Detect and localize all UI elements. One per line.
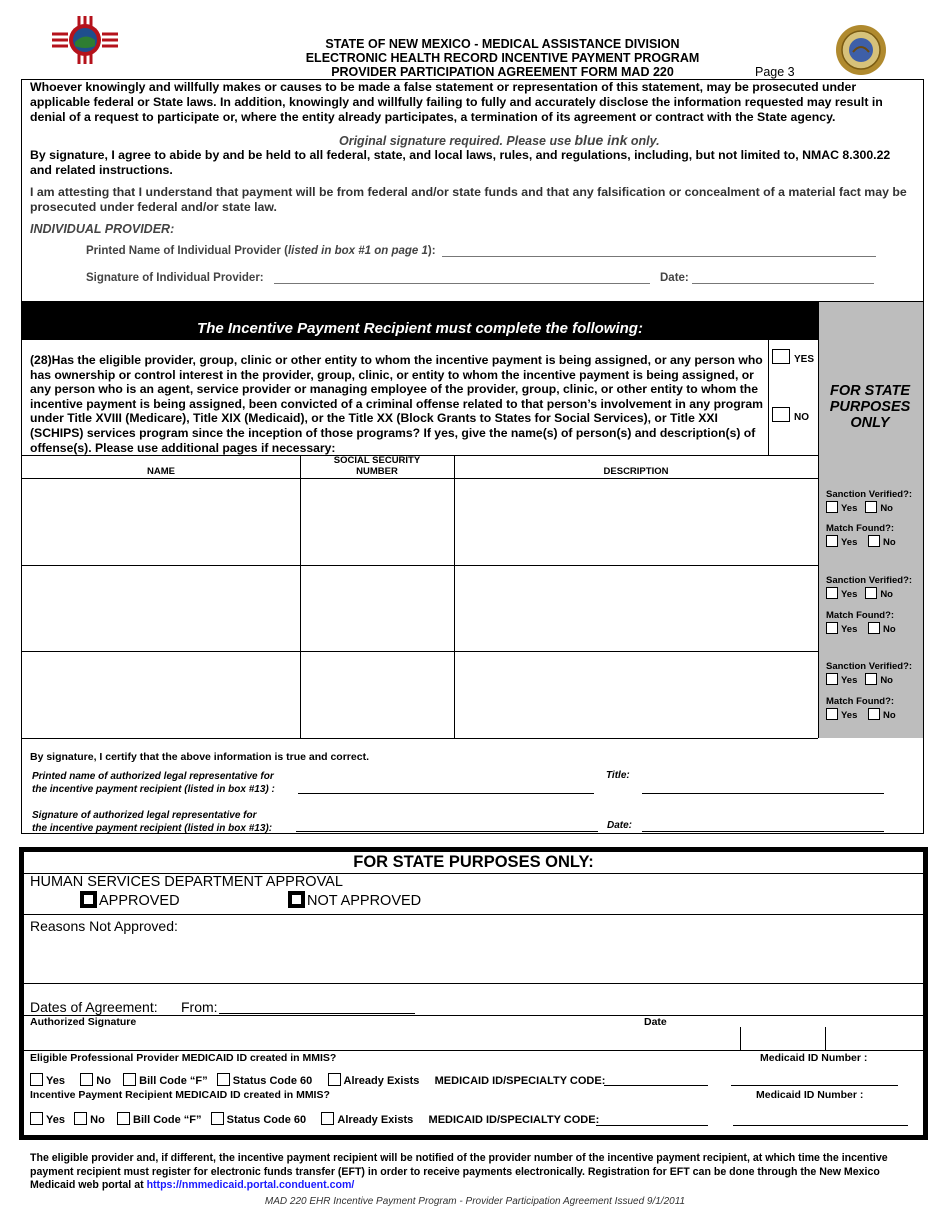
ep-options-row: Yes No Bill Code “F” Status Code 60 Already Exists MEDICAID ID/SPECIALTY CODE: (30, 1073, 605, 1087)
verify-block-3: Sanction Verified?: Yes No Match Found?: Yes No (826, 661, 913, 721)
sanction-yes-checkbox[interactable] (826, 673, 838, 685)
from-label: From: (181, 999, 218, 1015)
not-approved-checkbox[interactable] (288, 891, 305, 908)
col-description: DESCRIPTION (603, 466, 669, 477)
ep-specialty-code-field[interactable] (604, 1085, 708, 1086)
col-name: NAME (147, 466, 175, 477)
issued-footer: MAD 220 EHR Incentive Payment Program - Provider Participation Agreement Issued 9/1/2011 (264, 1196, 686, 1207)
question-28: (28)Has the eligible provider, group, clinic or other entity to whom the incentive payment is being assigned, or any person who has ownership or control interest in the provider, group, clinic, or entity to whom the incentive payment is being assigned, or any person who is an agent, service provider or managing employee of the provider, group, clinic, or other entity to whom the incentive payment is being assigned, been convicted of a criminal offense related to that person’s involvement in any program under Title XVIII (Medicare), Title XIX (Medicaid), or the Title XX (Block Grants to States for Social Services), or Title XXI (SCHIPS) services program since the inception of those programs? If yes, give the name(s) of person(s) and description(s) of offense(s). Please use additional pages if necessary: (30, 353, 764, 455)
match-yes-checkbox[interactable] (826, 622, 838, 634)
table-row-1-name[interactable] (22, 479, 300, 565)
rep-signature-field[interactable] (296, 831, 598, 832)
provider-signature-field[interactable] (274, 283, 650, 284)
rep-date-label: Date: (607, 820, 633, 831)
ep-question: Eligible Professional Provider MEDICAID ID created in MMIS? (30, 1052, 337, 1064)
signature-required-note: Original signature required. Please use blue ink only. (339, 132, 660, 148)
no-checkbox[interactable] (772, 407, 790, 422)
match-yes-checkbox[interactable] (826, 708, 838, 720)
sanction-yes-checkbox[interactable] (826, 587, 838, 599)
page-number: Page 3 (755, 65, 795, 79)
ipr-medicaid-id-field[interactable] (733, 1125, 908, 1126)
attest-statement: I am attesting that I understand that payment will be from federal and/or state funds and that any falsification or concealment of a material fact may be prosecuted under federal and/or state law. (30, 185, 907, 214)
ipr-yes-checkbox[interactable] (30, 1112, 43, 1125)
signature-label: Signature of Individual Provider: (86, 272, 264, 284)
ipr-bill-code-checkbox[interactable] (117, 1112, 130, 1125)
title-label: Title: (606, 770, 630, 781)
sanction-no-checkbox[interactable] (865, 501, 877, 513)
not-approved-option[interactable]: NOT APPROVED (288, 891, 421, 909)
authorized-signature-label: Authorized Signature (30, 1016, 137, 1028)
ipr-specialty-code-field[interactable] (596, 1125, 708, 1126)
ep-yes-checkbox[interactable] (30, 1073, 43, 1086)
header-line2: ELECTRONIC HEALTH RECORD INCENTIVE PAYMENT PROGRAM (305, 51, 700, 65)
abide-statement: By signature, I agree to abide by and be held to all federal, state, and local laws, rules, and regulations, including, but not limited to, NMAC 8.300.22 and related instructions. (30, 148, 891, 177)
printed-name-label: Printed Name of Individual Provider (listed in box #1 on page 1): (86, 245, 436, 257)
approved-checkbox[interactable] (80, 891, 97, 908)
approval-date-label: Date (644, 1016, 667, 1028)
state-only-title: FOR STATE PURPOSES ONLY: (353, 853, 594, 871)
provider-date-field[interactable] (692, 283, 874, 284)
ep-already-exists-checkbox[interactable] (328, 1073, 341, 1086)
rep-name-field[interactable] (298, 793, 594, 794)
nm-zia-logo (48, 14, 122, 66)
match-no-checkbox[interactable] (868, 535, 880, 547)
state-purposes-label: FOR STATE PURPOSES ONLY (829, 383, 911, 431)
ipr-options-row: Yes No Bill Code “F” Status Code 60 Already Exists MEDICAID ID/SPECIALTY CODE: (30, 1112, 599, 1126)
ep-no-checkbox[interactable] (80, 1073, 93, 1086)
ep-status-code-checkbox[interactable] (217, 1073, 230, 1086)
ep-medicaid-id-field[interactable] (731, 1085, 898, 1086)
table-row-3-name[interactable] (22, 652, 300, 738)
match-no-checkbox[interactable] (868, 622, 880, 634)
date-label: Date: (660, 272, 689, 284)
header-line1: STATE OF NEW MEXICO - MEDICAL ASSISTANCE DIVISION (325, 37, 680, 51)
yes-checkbox[interactable] (772, 349, 790, 364)
rep-name-label: Printed name of authorized legal representative for the incentive payment recipient (listed in box #13) : (32, 771, 275, 795)
rep-title-field[interactable] (642, 793, 884, 794)
ipr-already-exists-checkbox[interactable] (321, 1112, 334, 1125)
sanction-yes-checkbox[interactable] (826, 501, 838, 513)
hsd-approval-label: HUMAN SERVICES DEPARTMENT APPROVAL (30, 874, 343, 890)
banner-title: The Incentive Payment Recipient must complete the following: (197, 320, 643, 337)
question-28-yes[interactable]: YES (772, 349, 814, 365)
reasons-label: Reasons Not Approved: (30, 918, 178, 934)
ep-medicaid-id-label: Medicaid ID Number : (760, 1052, 868, 1064)
reasons-field[interactable] (30, 937, 915, 981)
ipr-medicaid-id-label: Medicaid ID Number : (756, 1089, 864, 1101)
question-28-no[interactable]: NO (772, 407, 809, 423)
ep-bill-code-checkbox[interactable] (123, 1073, 136, 1086)
eft-notice: The eligible provider and, if different, the incentive payment recipient will be notified of the provider number of the incentive payment recipient, at which time the incentive payment recipient must register for electronic funds transfer (EFT) in order to receive payments electronically. Registration for EFT can be done through the New Mexico Medicaid web portal at https://nmmedicaid.portal.conduent.com/ (30, 1152, 888, 1191)
match-yes-checkbox[interactable] (826, 535, 838, 547)
ipr-no-checkbox[interactable] (74, 1112, 87, 1125)
table-row-2-name[interactable] (22, 566, 300, 651)
dates-label: Dates of Agreement: (30, 999, 158, 1015)
verify-block-2: Sanction Verified?: Yes No Match Found?: Yes No (826, 575, 913, 635)
state-seal-icon (835, 24, 887, 76)
col-ssn: SOCIAL SECURITY NUMBER (333, 455, 421, 477)
ipr-status-code-checkbox[interactable] (211, 1112, 224, 1125)
rep-signature-label: Signature of authorized legal representative for the incentive payment recipient (listed in box #13): (32, 810, 273, 834)
sanction-no-checkbox[interactable] (865, 673, 877, 685)
match-no-checkbox[interactable] (868, 708, 880, 720)
verify-block-1: Sanction Verified?: Yes No Match Found?: Yes No (826, 489, 913, 548)
approved-option[interactable]: APPROVED (80, 891, 180, 909)
certify-statement: By signature, I certify that the above information is true and correct. (30, 751, 369, 763)
medicaid-portal-link[interactable]: https://nmmedicaid.portal.conduent.com/ (146, 1179, 355, 1191)
false-statement-warning: Whoever knowingly and willfully makes or causes to be made a false statement or representation of this statement, may be prosecuted under applicable federal or State laws. In addition, knowingly and willfully failing to fully and accurately disclose the information requested may result in denial of a request to participate or, where the entity already participates, a termination of its agreement or contract with the State agency. (30, 80, 883, 124)
header-line3: PROVIDER PARTICIPATION AGREEMENT FORM MAD 220 (331, 65, 674, 79)
printed-name-field[interactable] (442, 256, 876, 257)
individual-provider-heading: INDIVIDUAL PROVIDER: (30, 222, 175, 236)
rep-date-field[interactable] (642, 831, 884, 832)
from-date-field[interactable] (219, 1013, 415, 1014)
sanction-no-checkbox[interactable] (865, 587, 877, 599)
ipr-question: Incentive Payment Recipient MEDICAID ID created in MMIS? (30, 1089, 330, 1101)
